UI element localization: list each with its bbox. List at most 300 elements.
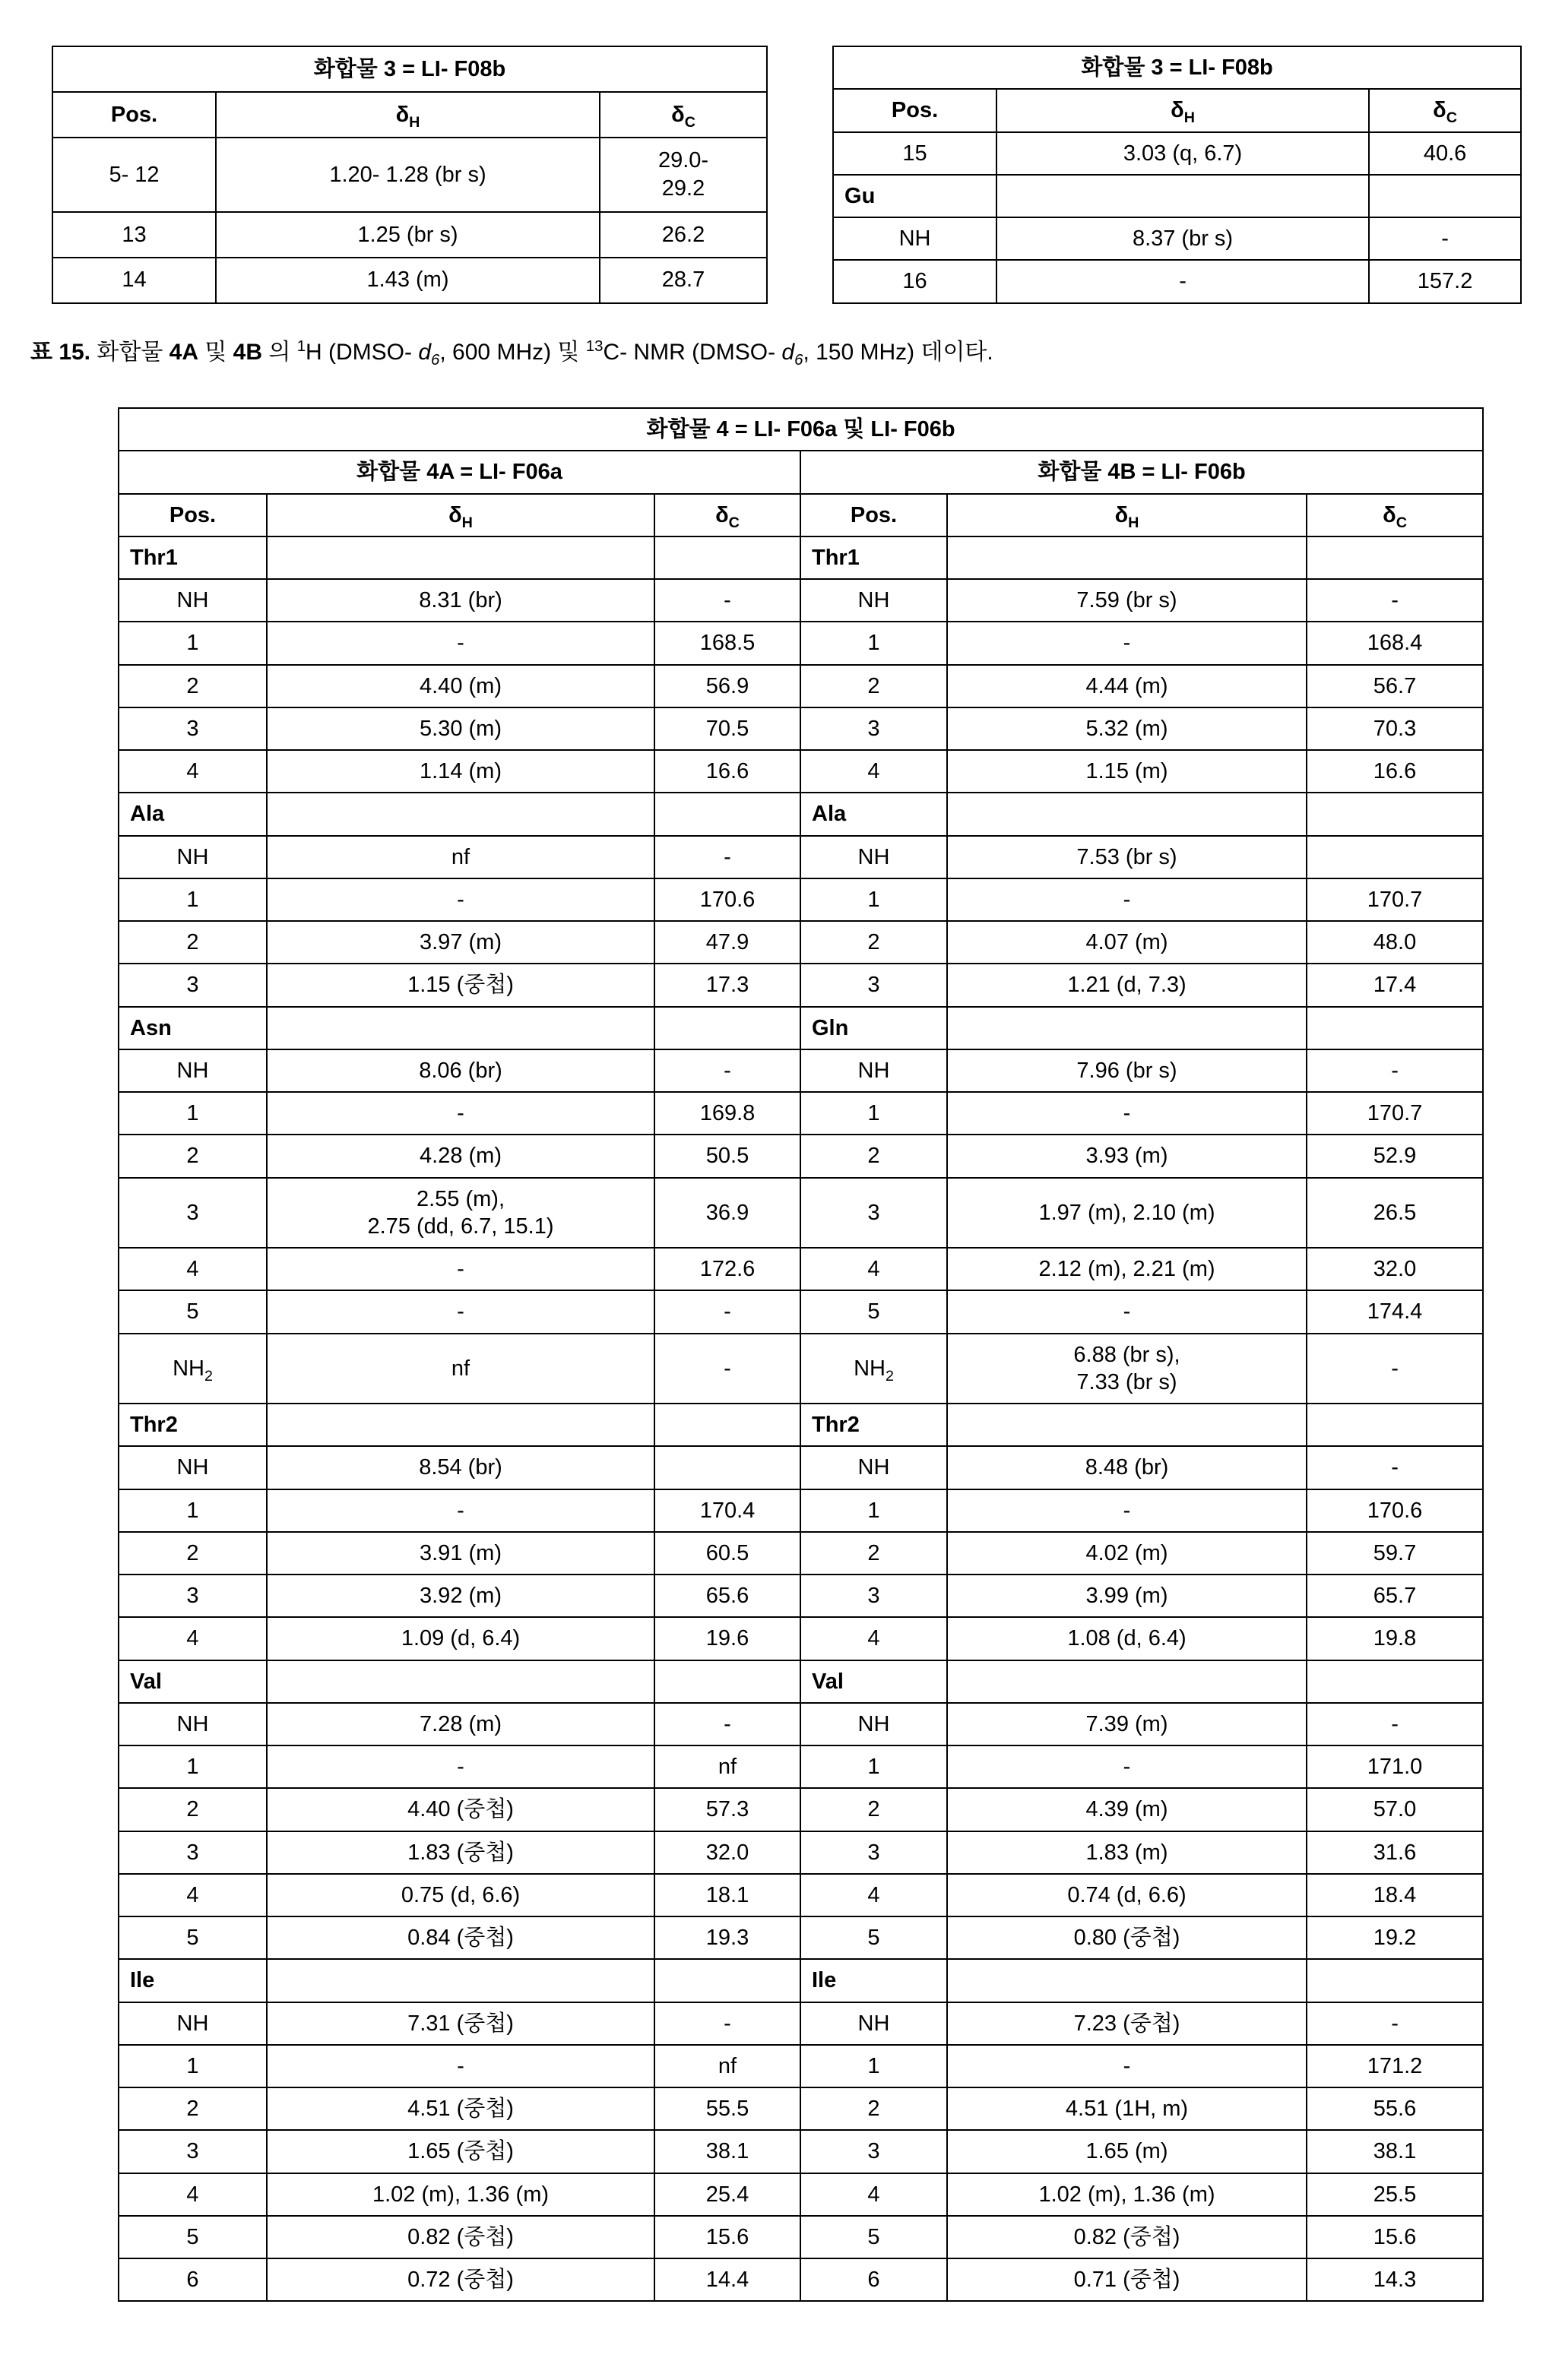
table-row — [119, 1092, 1483, 1135]
table-cell: 4.39 (m) — [947, 1788, 1307, 1831]
table-cell: 4 — [800, 1617, 947, 1660]
table-cell: - — [267, 1248, 654, 1290]
table-cell: 18.4 — [1307, 1874, 1483, 1916]
table-cell: Thr1 — [119, 536, 267, 579]
table-subtitle: 화합물 4B = LI- F06b — [800, 451, 1483, 493]
table-cell: - — [1307, 579, 1483, 622]
table-cell: 19.2 — [1307, 1916, 1483, 1959]
table-cell: 2.55 (m), 2.75 (dd, 6.7, 15.1) — [267, 1178, 654, 1249]
table-cell: 8.37 (br s) — [996, 217, 1369, 260]
table-cell: 8.54 (br) — [267, 1446, 654, 1489]
table-cell: 7.96 (br s) — [947, 1049, 1307, 1092]
table-cell — [267, 793, 654, 835]
column-header: Pos. — [800, 494, 947, 536]
table-row — [119, 1703, 1483, 1745]
table-cell: 3 — [800, 1178, 947, 1249]
table-cell: 3 — [119, 707, 267, 750]
table-cell: Gu — [833, 175, 996, 217]
table-cell: - — [267, 1745, 654, 1788]
table-cell: $NH_2$ — [119, 1334, 267, 1404]
table-cell: 4 — [800, 1248, 947, 1290]
table-cell: 4 — [119, 1874, 267, 1916]
table-header-row — [833, 89, 1521, 131]
table-cell: Val — [800, 1660, 947, 1703]
column-header: $\delta_C$ — [1307, 494, 1483, 536]
table-cell: 5 — [119, 2216, 267, 2258]
table-cell: 1.65 (m) — [947, 2130, 1307, 2173]
table-cell: 4.40 (m) — [267, 665, 654, 707]
table-cell: NH — [833, 217, 996, 260]
table-cell: 2 — [800, 665, 947, 707]
table-cell: nf — [267, 836, 654, 878]
table-cell: 14 — [52, 258, 216, 303]
table-cell: 5 — [800, 1290, 947, 1333]
table-row — [119, 665, 1483, 707]
table-cell: 5 — [119, 1290, 267, 1333]
table-cell: 7.53 (br s) — [947, 836, 1307, 878]
table-cell: 2 — [800, 921, 947, 964]
table-row — [119, 836, 1483, 878]
table-cell: - — [947, 1290, 1307, 1333]
table-cell: 1.14 (m) — [267, 750, 654, 793]
table-cell: 31.6 — [1307, 1831, 1483, 1874]
table-cell: 5- 12 — [52, 138, 216, 212]
table-cell: 6 — [119, 2258, 267, 2301]
table-cell: 4 — [800, 750, 947, 793]
table-row — [119, 1334, 1483, 1404]
table-row — [119, 2130, 1483, 2173]
table-cell: - — [267, 1290, 654, 1333]
table-cell: 57.0 — [1307, 1788, 1483, 1831]
table-cell: 2 — [800, 2087, 947, 2130]
table-cell: - — [1307, 1049, 1483, 1092]
table-cell: NH — [119, 1049, 267, 1092]
table-cell: 170.4 — [654, 1489, 800, 1532]
table-cell: 168.5 — [654, 622, 800, 664]
table-cell: 170.6 — [1307, 1489, 1483, 1532]
table-cell — [267, 1959, 654, 2002]
table-cell: NH — [119, 2002, 267, 2045]
table-row — [833, 132, 1521, 175]
column-header: Pos. — [119, 494, 267, 536]
table-cell: 7.39 (m) — [947, 1703, 1307, 1745]
table-cell: 55.6 — [1307, 2087, 1483, 2130]
table-cell: 56.7 — [1307, 665, 1483, 707]
table-cell: 2 — [119, 1788, 267, 1831]
table-cell: Ile — [800, 1959, 947, 2002]
table-cell: 8.48 (br) — [947, 1446, 1307, 1489]
compound3-table-right — [832, 46, 1522, 304]
table-row — [119, 2087, 1483, 2130]
table-cell: 55.5 — [654, 2087, 800, 2130]
table-cell: Ile — [119, 1959, 267, 2002]
table-cell: 6 — [800, 2258, 947, 2301]
table-cell: 3 — [119, 964, 267, 1006]
table-cell — [1307, 836, 1483, 878]
section-row — [119, 536, 1483, 579]
table-cell: NH — [800, 2002, 947, 2045]
table-cell: 2 — [119, 665, 267, 707]
table-cell: 2 — [119, 1532, 267, 1575]
table-cell: 57.3 — [654, 1788, 800, 1831]
table-cell: 1.09 (d, 6.4) — [267, 1617, 654, 1660]
table-cell: - — [267, 1489, 654, 1532]
table-cell: nf — [267, 1334, 654, 1404]
table-cell: 4 — [800, 1874, 947, 1916]
table-title: 화합물 4 = LI- F06a 및 LI- F06b — [119, 408, 1483, 451]
table-row — [119, 921, 1483, 964]
table-cell — [947, 536, 1307, 579]
table-cell: 56.9 — [654, 665, 800, 707]
section-row — [119, 1007, 1483, 1049]
table-cell: 19.3 — [654, 1916, 800, 1959]
section-row — [119, 1404, 1483, 1446]
column-header: $\delta_H$ — [996, 89, 1369, 131]
table-row — [52, 258, 767, 303]
compound3-table-left — [52, 46, 768, 304]
table-row — [833, 217, 1521, 260]
table-cell: Thr1 — [800, 536, 947, 579]
table-cell: 1.15 (중첩) — [267, 964, 654, 1006]
table-row — [119, 1135, 1483, 1177]
table-cell: 4.28 (m) — [267, 1135, 654, 1177]
table-cell: 28.7 — [600, 258, 767, 303]
table-cell: 4.02 (m) — [947, 1532, 1307, 1575]
table-cell: - — [996, 260, 1369, 302]
table-cell: 52.9 — [1307, 1135, 1483, 1177]
table-cell: 1 — [119, 1489, 267, 1532]
table-row — [119, 1617, 1483, 1660]
table-cell: nf — [654, 1745, 800, 1788]
table-cell — [1307, 793, 1483, 835]
table-cell: Asn — [119, 1007, 267, 1049]
column-header: Pos. — [52, 92, 216, 138]
table-cell: 32.0 — [654, 1831, 800, 1874]
table-cell — [654, 1446, 800, 1489]
table-cell: 4.51 (중첩) — [267, 2087, 654, 2130]
table-cell: 4 — [119, 2173, 267, 2216]
table-cell: 2 — [800, 1135, 947, 1177]
table-cell: 16.6 — [1307, 750, 1483, 793]
table-cell: 19.6 — [654, 1617, 800, 1660]
table-cell — [654, 1660, 800, 1703]
table-cell: 1 — [119, 2045, 267, 2087]
table-cell: 25.5 — [1307, 2173, 1483, 2216]
table-cell: 4 — [119, 1248, 267, 1290]
table-cell: 4.07 (m) — [947, 921, 1307, 964]
table-row — [119, 1575, 1483, 1617]
table-cell: NH — [800, 579, 947, 622]
table-cell: NH — [800, 1049, 947, 1092]
table-title: 화합물 3 = LI- F08b — [52, 46, 767, 92]
table-cell: 7.23 (중첩) — [947, 2002, 1307, 2045]
table-cell — [267, 536, 654, 579]
table-cell: 1.20- 1.28 (br s) — [216, 138, 600, 212]
table-cell: 50.5 — [654, 1135, 800, 1177]
table-cell: - — [947, 1745, 1307, 1788]
table-cell — [947, 1404, 1307, 1446]
table-row — [119, 1532, 1483, 1575]
table-cell: 8.31 (br) — [267, 579, 654, 622]
table-cell: 2.12 (m), 2.21 (m) — [947, 1248, 1307, 1290]
table-cell: 17.4 — [1307, 964, 1483, 1006]
table-cell — [1307, 1404, 1483, 1446]
table-cell: 3.03 (q, 6.7) — [996, 132, 1369, 175]
table-cell: $NH_2$ — [800, 1334, 947, 1404]
section-row — [119, 1959, 1483, 2002]
table-cell — [947, 793, 1307, 835]
table-cell — [996, 175, 1369, 217]
table-cell — [1307, 1007, 1483, 1049]
table-cell: - — [654, 1290, 800, 1333]
table-cell: 2 — [119, 1135, 267, 1177]
table-row — [119, 1745, 1483, 1788]
table-cell: 3 — [800, 1575, 947, 1617]
table-cell: 4 — [119, 1617, 267, 1660]
table-cell: 1.08 (d, 6.4) — [947, 1617, 1307, 1660]
table-cell: 172.6 — [654, 1248, 800, 1290]
table-cell: 0.72 (중첩) — [267, 2258, 654, 2301]
column-header: Pos. — [833, 89, 996, 131]
table-cell: 3.93 (m) — [947, 1135, 1307, 1177]
table-cell: 18.1 — [654, 1874, 800, 1916]
table-cell: 157.2 — [1369, 260, 1521, 302]
table-row — [119, 1178, 1483, 1249]
table-cell: 1.15 (m) — [947, 750, 1307, 793]
table-cell: - — [267, 878, 654, 921]
table-cell: 3.97 (m) — [267, 921, 654, 964]
table-cell: 1.83 (m) — [947, 1831, 1307, 1874]
table-cell: 5.32 (m) — [947, 707, 1307, 750]
table-cell: 15 — [833, 132, 996, 175]
table-cell — [1307, 1660, 1483, 1703]
table-cell — [947, 1660, 1307, 1703]
table-cell: 7.28 (m) — [267, 1703, 654, 1745]
table-cell: 1 — [800, 1092, 947, 1135]
table-cell: 1.21 (d, 7.3) — [947, 964, 1307, 1006]
table-cell: 1 — [119, 1745, 267, 1788]
table-row — [119, 2216, 1483, 2258]
table-row — [119, 622, 1483, 664]
table-cell: - — [267, 622, 654, 664]
table-cell: 0.82 (중첩) — [267, 2216, 654, 2258]
table-cell: 168.4 — [1307, 622, 1483, 664]
table-cell: 38.1 — [654, 2130, 800, 2173]
table-cell: 3 — [800, 2130, 947, 2173]
table-cell: 1.25 (br s) — [216, 212, 600, 258]
table-cell: NH — [119, 836, 267, 878]
table-row — [119, 1874, 1483, 1916]
table-cell — [947, 1007, 1307, 1049]
table-cell: 1 — [119, 878, 267, 921]
table-cell: 14.3 — [1307, 2258, 1483, 2301]
table-cell: - — [654, 2002, 800, 2045]
table-cell: 70.3 — [1307, 707, 1483, 750]
table-cell: 4.44 (m) — [947, 665, 1307, 707]
table-cell: 14.4 — [654, 2258, 800, 2301]
compound3-tables — [52, 46, 1532, 304]
table-cell: NH — [119, 1703, 267, 1745]
table-row — [119, 2258, 1483, 2301]
table-cell: 3 — [800, 1831, 947, 1874]
table-cell: 1 — [119, 1092, 267, 1135]
table-cell: 1.83 (중첩) — [267, 1831, 654, 1874]
table-cell: 7.59 (br s) — [947, 579, 1307, 622]
table-cell: Thr2 — [119, 1404, 267, 1446]
table-cell: Ala — [119, 793, 267, 835]
table-row — [119, 579, 1483, 622]
table-cell: 65.7 — [1307, 1575, 1483, 1617]
section-row — [833, 175, 1521, 217]
column-header: $\delta_H$ — [267, 494, 654, 536]
table-cell: 8.06 (br) — [267, 1049, 654, 1092]
table-header-row — [119, 494, 1483, 536]
table-cell: nf — [654, 2045, 800, 2087]
table-cell: 1.43 (m) — [216, 258, 600, 303]
table-cell: - — [267, 2045, 654, 2087]
table-cell: 170.6 — [654, 878, 800, 921]
table-title-row — [52, 46, 767, 92]
table-cell: 40.6 — [1369, 132, 1521, 175]
table-cell: 6.88 (br s), 7.33 (br s) — [947, 1334, 1307, 1404]
table-cell: 1 — [800, 622, 947, 664]
table-cell: 3.92 (m) — [267, 1575, 654, 1617]
compound4-table — [118, 407, 1484, 2302]
table-cell: 171.0 — [1307, 1745, 1483, 1788]
table-row — [119, 1788, 1483, 1831]
column-header: $\delta_C$ — [1369, 89, 1521, 131]
table-cell: 0.82 (중첩) — [947, 2216, 1307, 2258]
table-title-row — [119, 408, 1483, 451]
table-cell: Gln — [800, 1007, 947, 1049]
table-cell — [654, 1007, 800, 1049]
table-cell: 4.40 (중첩) — [267, 1788, 654, 1831]
table-cell: 5 — [119, 1916, 267, 1959]
table-cell: NH — [800, 836, 947, 878]
table-cell: - — [654, 836, 800, 878]
table-cell: Ala — [800, 793, 947, 835]
table-cell: 5 — [800, 1916, 947, 1959]
table-row — [119, 964, 1483, 1006]
table-cell — [1307, 1959, 1483, 2002]
table-row — [119, 1489, 1483, 1532]
table-cell: 70.5 — [654, 707, 800, 750]
table-cell: 170.7 — [1307, 878, 1483, 921]
table-cell: 170.7 — [1307, 1092, 1483, 1135]
table-cell: 169.8 — [654, 1092, 800, 1135]
table-row — [119, 1290, 1483, 1333]
table-cell: 59.7 — [1307, 1532, 1483, 1575]
table-cell — [654, 1959, 800, 2002]
table-row — [119, 878, 1483, 921]
table-title-row — [833, 46, 1521, 89]
table-cell: - — [654, 579, 800, 622]
table-cell: 4.51 (1H, m) — [947, 2087, 1307, 2130]
table-cell: 19.8 — [1307, 1617, 1483, 1660]
table-cell: 1.97 (m), 2.10 (m) — [947, 1178, 1307, 1249]
table-cell: 1.02 (m), 1.36 (m) — [267, 2173, 654, 2216]
table-cell: 3.91 (m) — [267, 1532, 654, 1575]
table-cell: 3 — [800, 964, 947, 1006]
table-cell: 2 — [119, 2087, 267, 2130]
table-cell: 3 — [119, 1831, 267, 1874]
table-cell: 0.71 (중첩) — [947, 2258, 1307, 2301]
table-cell: 17.3 — [654, 964, 800, 1006]
table-cell: NH — [800, 1703, 947, 1745]
table-cell: NH — [119, 579, 267, 622]
table-cell: 47.9 — [654, 921, 800, 964]
section-row — [119, 793, 1483, 835]
table-cell: - — [947, 1489, 1307, 1532]
table-cell: 2 — [800, 1788, 947, 1831]
table-cell: 16.6 — [654, 750, 800, 793]
table-cell: 0.75 (d, 6.6) — [267, 1874, 654, 1916]
section-row — [119, 1660, 1483, 1703]
table15-caption: 표 15. 화합물 4A 및 4B 의 $^1$H (DMSO- $d_6$, 600 MHz) 및 $^{13}$C- NMR (DMSO- $d_6$, 150 MHz) 데이타. — [30, 337, 993, 369]
table-cell: 2 — [119, 921, 267, 964]
table-cell: 5 — [800, 2216, 947, 2258]
table-cell: 1.02 (m), 1.36 (m) — [947, 2173, 1307, 2216]
table-cell: - — [654, 1049, 800, 1092]
table-cell: - — [947, 878, 1307, 921]
table-cell: NH — [119, 1446, 267, 1489]
table-row — [119, 2002, 1483, 2045]
table-cell: 5.30 (m) — [267, 707, 654, 750]
table-cell — [654, 793, 800, 835]
table-cell — [947, 1959, 1307, 2002]
table-title: 화합물 3 = LI- F08b — [833, 46, 1521, 89]
table-cell: - — [267, 1092, 654, 1135]
table-cell: 2 — [800, 1532, 947, 1575]
table-cell: - — [947, 2045, 1307, 2087]
table-row — [119, 1248, 1483, 1290]
table-row — [119, 2173, 1483, 2216]
table-cell: Thr2 — [800, 1404, 947, 1446]
table-row — [52, 138, 767, 212]
table-cell: 36.9 — [654, 1178, 800, 1249]
table-cell: 29.0- 29.2 — [600, 138, 767, 212]
table-cell — [267, 1404, 654, 1446]
table-cell: 3 — [119, 2130, 267, 2173]
table-cell — [654, 1404, 800, 1446]
table-cell: 13 — [52, 212, 216, 258]
table-cell: 26.2 — [600, 212, 767, 258]
table-cell: 32.0 — [1307, 1248, 1483, 1290]
table-row — [119, 1049, 1483, 1092]
table-row — [119, 1831, 1483, 1874]
table-cell: 3 — [800, 707, 947, 750]
table-cell: 15.6 — [1307, 2216, 1483, 2258]
table-cell: 3 — [119, 1575, 267, 1617]
table-cell: - — [1307, 1334, 1483, 1404]
table-cell: 15.6 — [654, 2216, 800, 2258]
column-header: $\delta_C$ — [600, 92, 767, 138]
table-cell: 171.2 — [1307, 2045, 1483, 2087]
table-cell — [1307, 536, 1483, 579]
table-cell: 174.4 — [1307, 1290, 1483, 1333]
table-cell: 3.99 (m) — [947, 1575, 1307, 1617]
table-cell: - — [947, 622, 1307, 664]
table-cell: 1 — [800, 878, 947, 921]
table-cell: 0.74 (d, 6.6) — [947, 1874, 1307, 1916]
table-cell: 1 — [800, 2045, 947, 2087]
table-row — [119, 2045, 1483, 2087]
table-cell: 60.5 — [654, 1532, 800, 1575]
table-cell: - — [1369, 217, 1521, 260]
table-cell: - — [1307, 2002, 1483, 2045]
table-cell: - — [654, 1334, 800, 1404]
table-cell: 1.65 (중첩) — [267, 2130, 654, 2173]
